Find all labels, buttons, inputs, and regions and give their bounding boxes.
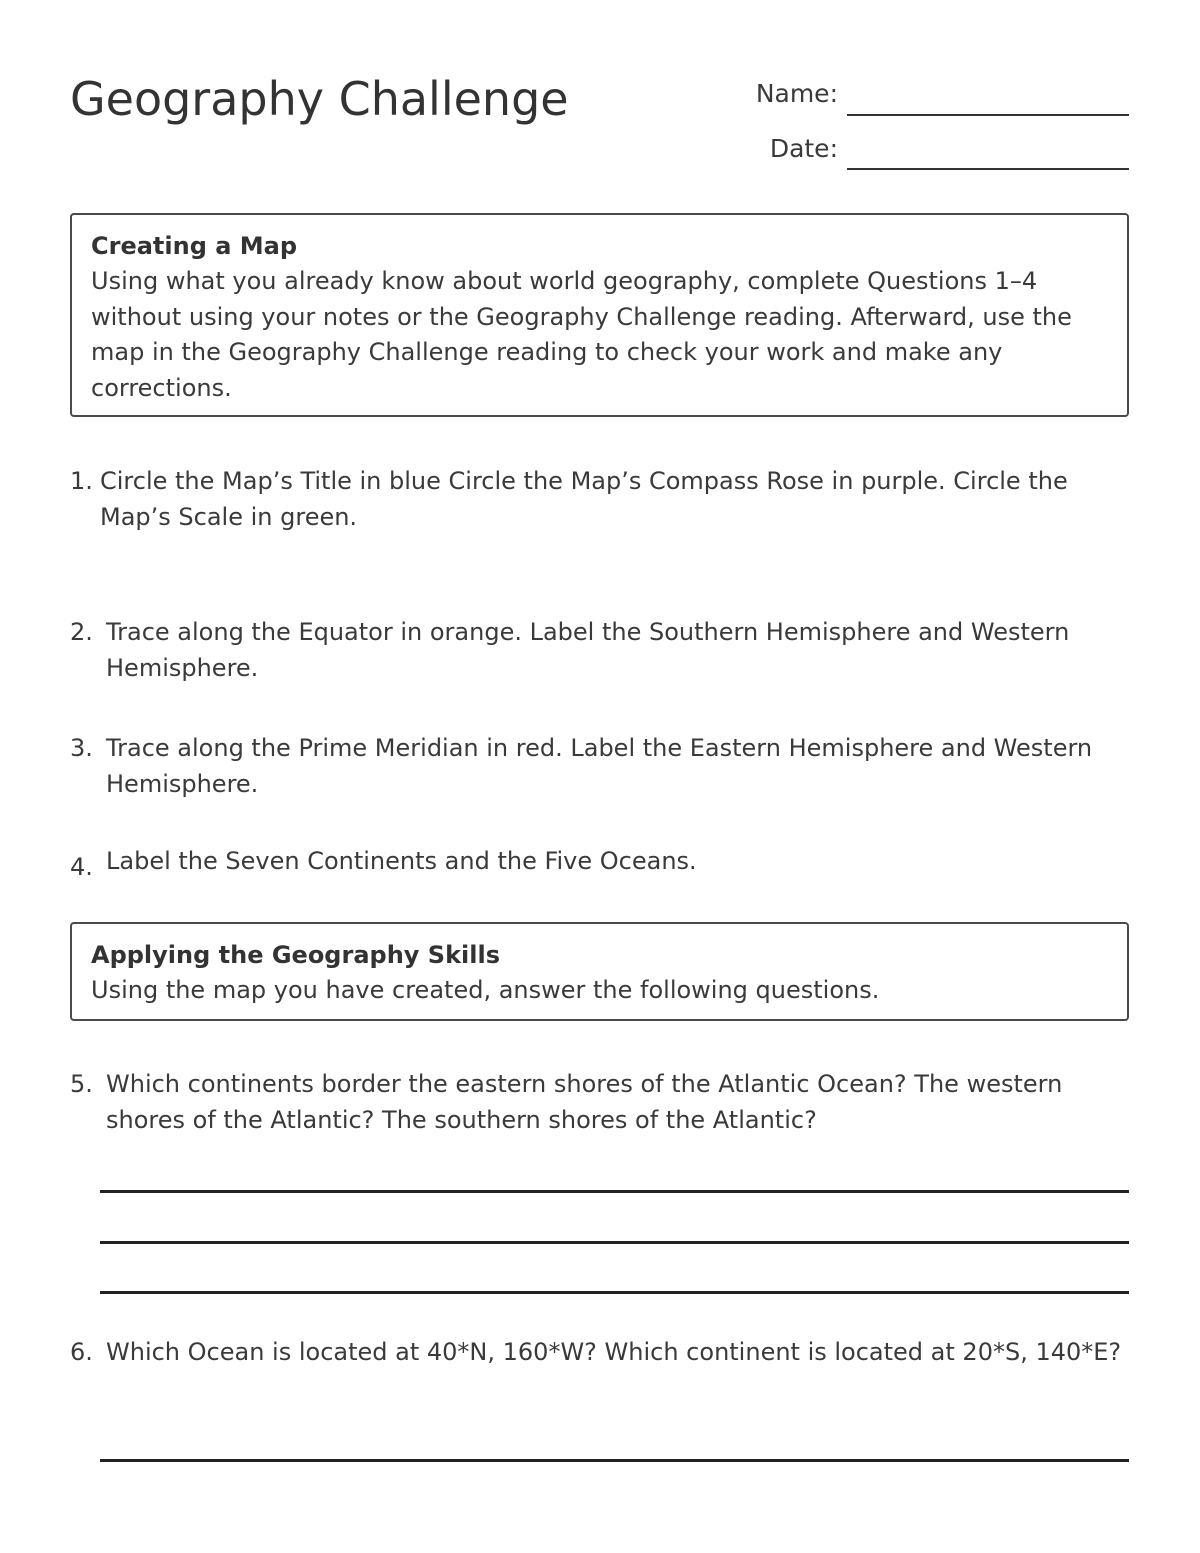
date-field[interactable] [847, 168, 1129, 170]
question-text: Which Ocean is located at 40*N, 160*W? Which continent is located at 20*S, 140*E? [106, 1338, 1122, 1366]
question-1 [70, 463, 1130, 535]
page-title: Geography Challenge [70, 72, 569, 126]
question-text: Which continents border the eastern shores of the Atlantic Ocean? The western shores of the Atlantic? The southern shores of the Atlantic? [106, 1070, 1063, 1134]
question-number: 3. [70, 734, 93, 762]
date-label: Date: [769, 134, 838, 163]
question-5 [70, 1066, 1130, 1138]
question-number: 5. [70, 1070, 93, 1098]
section-instructions: Using what you already know about world geography, complete Questions 1–4 without using your notes or the Geography Challenge reading. Afterward, use the map in the Geography Challenge reading to check your work and make any corrections. [91, 267, 1072, 402]
instructions-box-creating-map [70, 213, 1129, 417]
question-number: 1. [70, 467, 93, 495]
question-number: 2. [70, 618, 93, 646]
name-field[interactable] [847, 114, 1129, 116]
answer-line[interactable] [100, 1190, 1129, 1193]
question-text: Trace along the Equator in orange. Label the Southern Hemisphere and Western Hemisphere. [106, 618, 1070, 682]
section-heading: Creating a Map [91, 232, 298, 260]
answer-line[interactable] [100, 1459, 1129, 1462]
question-2 [70, 614, 1130, 686]
question-number: 6. [70, 1338, 93, 1366]
instructions-box-applying-skills [70, 922, 1129, 1021]
answer-line[interactable] [100, 1291, 1129, 1294]
question-3 [70, 730, 1130, 802]
question-number: 4. [70, 853, 93, 881]
question-6 [70, 1334, 1130, 1370]
question-4 [70, 843, 1130, 879]
question-text: Label the Seven Continents and the Five Oceans. [106, 847, 697, 875]
section-instructions: Using the map you have created, answer the following questions. [91, 976, 880, 1004]
name-label: Name: [755, 79, 838, 108]
section-heading: Applying the Geography Skills [91, 941, 500, 969]
question-text: Trace along the Prime Meridian in red. Label the Eastern Hemisphere and Western Hemisphere. [106, 734, 1093, 798]
question-text: Circle the Map’s Title in blue Circle the Map’s Compass Rose in purple. Circle the Map’s Scale in green. [100, 467, 1068, 531]
answer-line[interactable] [100, 1241, 1129, 1244]
